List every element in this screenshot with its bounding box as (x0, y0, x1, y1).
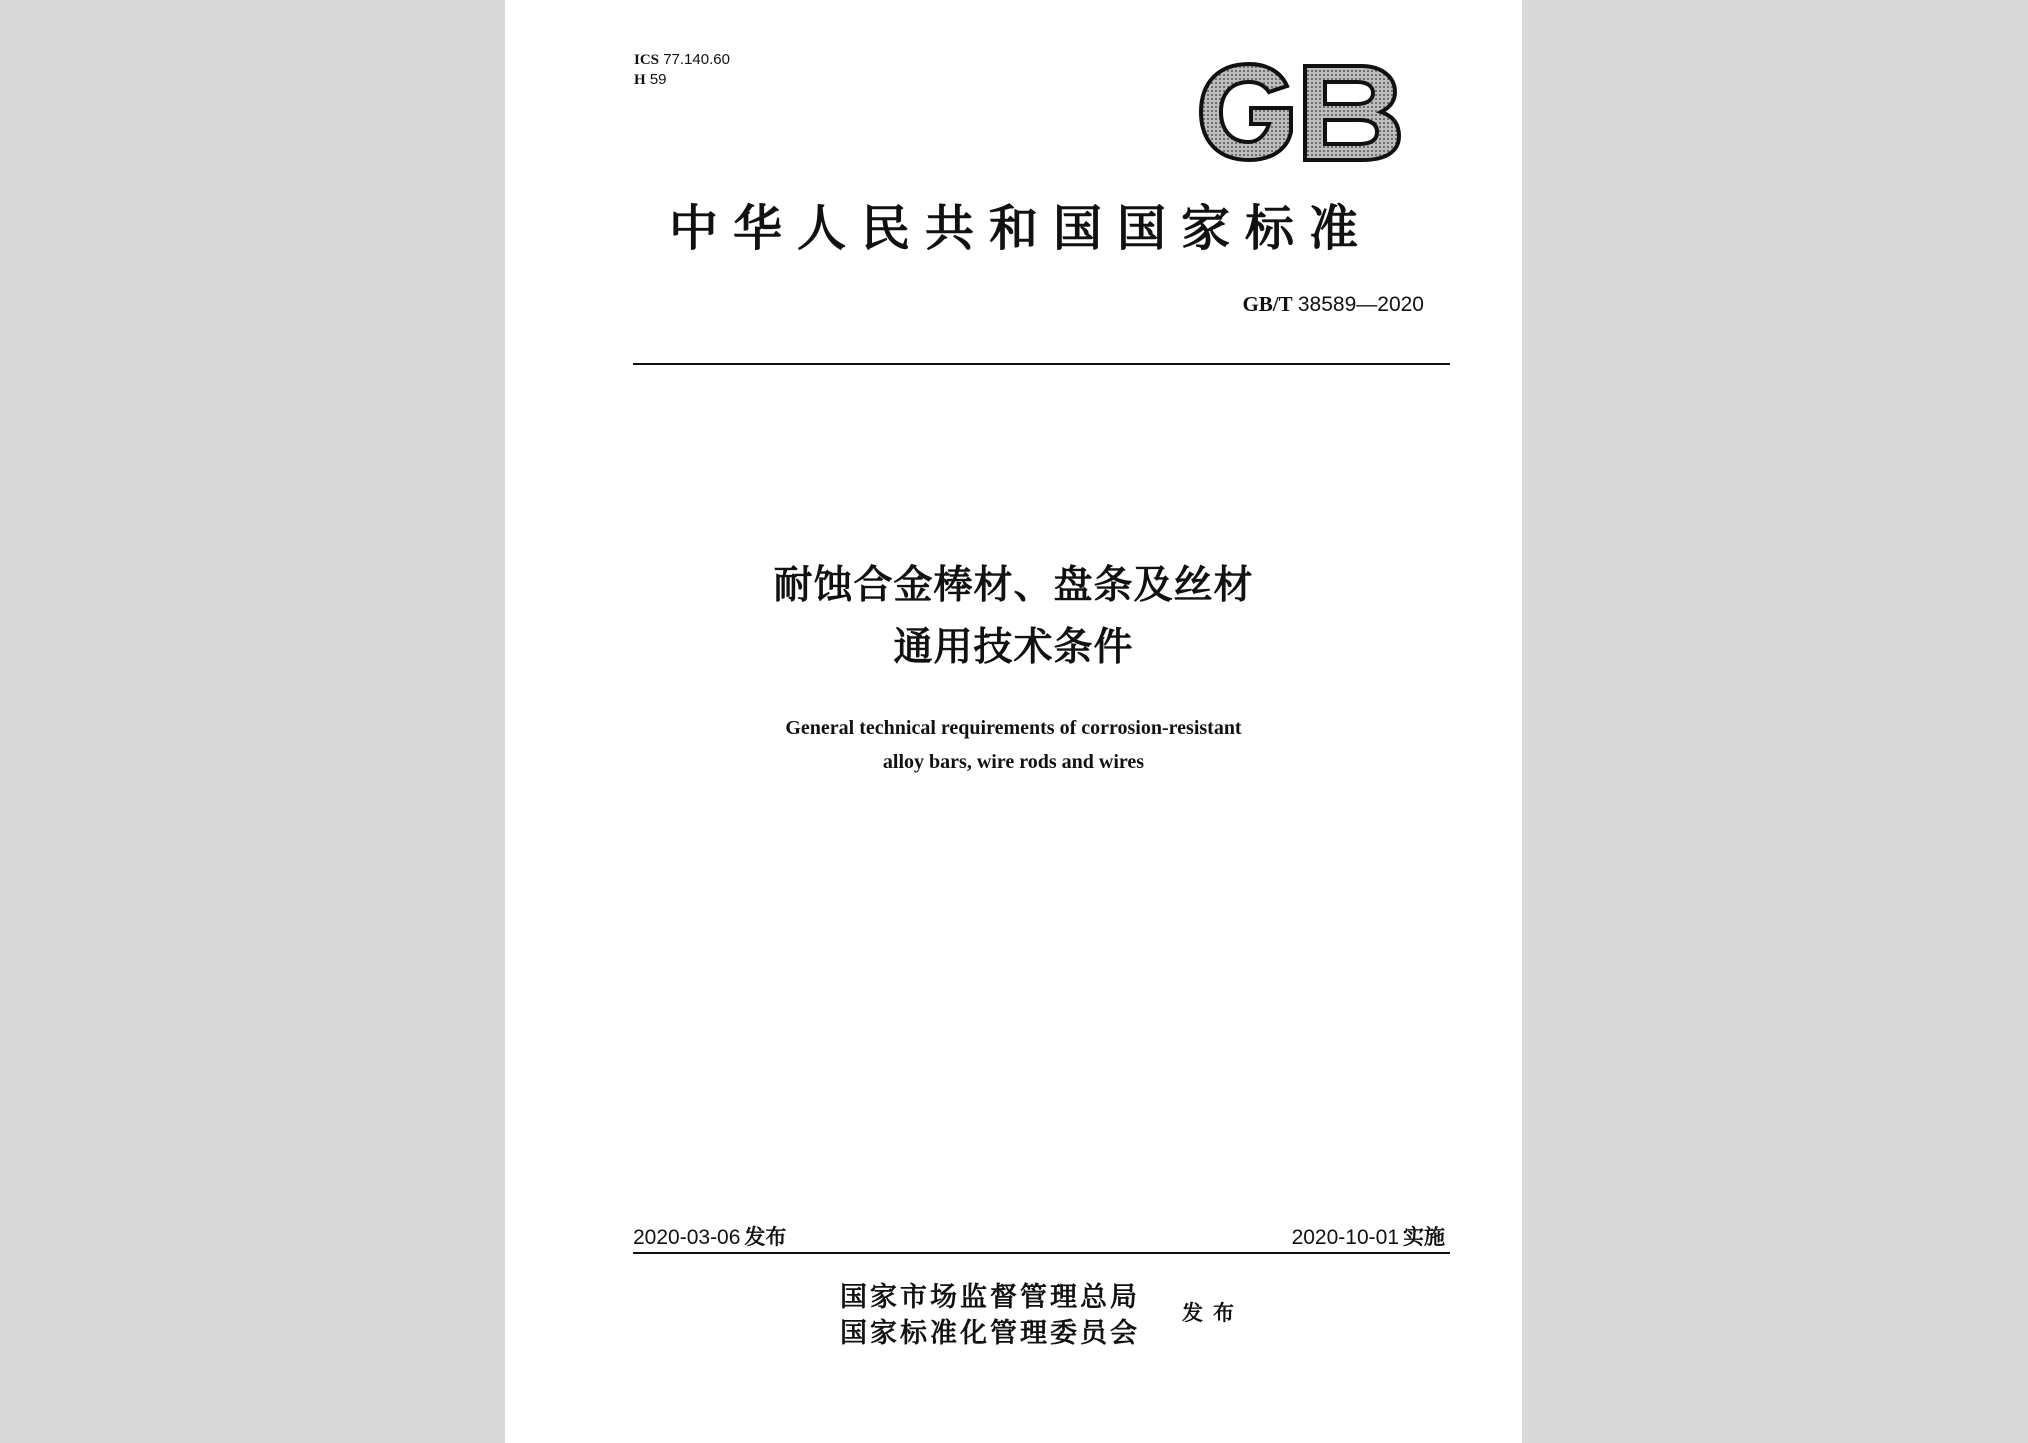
header-divider (633, 363, 1450, 365)
issue-date (633, 1221, 786, 1251)
english-title-line-2: alloy bars, wire rods and wires (882, 751, 1145, 773)
logo-letter-g (1201, 64, 1291, 160)
standard-number-value: 38589—2020 (1297, 293, 1424, 316)
issue-date-label: 发布 (744, 1225, 787, 1249)
ccs-label: H (634, 72, 646, 88)
document-page (505, 0, 1522, 1443)
national-standard-heading: 中华人民共和国国家标准 (668, 200, 1373, 257)
ccs-code: 59 (649, 71, 667, 88)
ics-line (634, 50, 730, 70)
footer-divider (633, 1252, 1450, 1254)
logo-letter-b (1305, 66, 1399, 160)
english-title (505, 711, 1522, 779)
implementation-date-value: 2020-10-01 (1291, 1226, 1399, 1249)
gb-logo (1195, 58, 1405, 166)
chinese-title (505, 555, 1522, 679)
standard-number (1242, 292, 1424, 317)
issue-date-value: 2020-03-06 (633, 1226, 741, 1249)
english-title-line-1: General technical requirements of corrosion-resistant (785, 717, 1242, 739)
issued-by-label: 发布 (1182, 1301, 1244, 1325)
standard-number-prefix: GB/T (1242, 292, 1293, 316)
implementation-date-label: 实施 (1403, 1225, 1445, 1249)
issuer-sac: 国家标准化管理委员会 (840, 1318, 1140, 1349)
ics-label: ICS (634, 52, 660, 68)
issuer-samr: 国家市场监督管理总局 (840, 1282, 1140, 1313)
ccs-line (634, 70, 730, 90)
implementation-date (1292, 1221, 1445, 1251)
chinese-title-line-2: 通用技术条件 (893, 625, 1134, 670)
ics-code: 77.140.60 (663, 51, 730, 68)
classification-codes (634, 50, 730, 90)
issuing-authorities (840, 1280, 1140, 1352)
chinese-title-line-1: 耐蚀合金棒材、盘条及丝材 (773, 563, 1254, 608)
